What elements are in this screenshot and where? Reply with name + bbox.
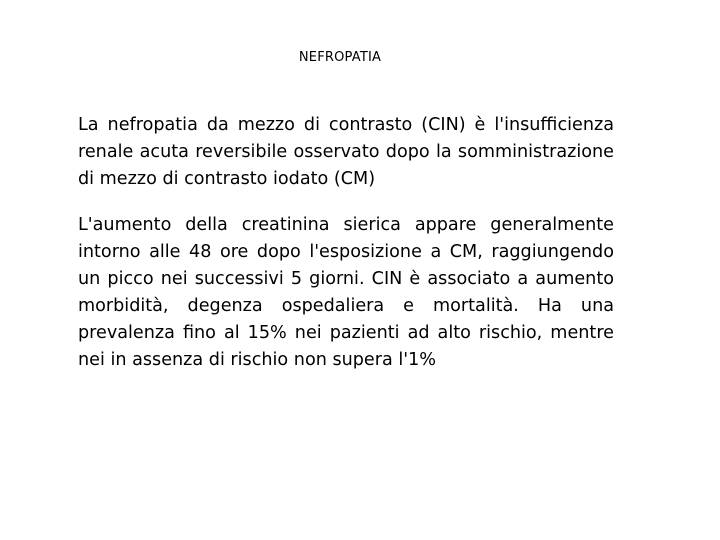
paragraph-details: L'aumento della creatinina sierica appare generalmente intorno alle 48 ore dopo l'esposizione a CM, raggiungendo un picco nei successivi 5 giorni. CIN è associato a aumento morbidità, degenza ospedaliera e mortalità. Ha una prevalenza fino al 15% nei pazienti ad alto rischio, mentre nei in assenza di rischio non supera l'1% bbox=[78, 215, 614, 370]
paragraph-definition: La nefropatia da mezzo di contrasto (CIN) è l'insufficienza renale acuta reversibile osservato dopo la somministrazione di mezzo di contrasto iodato (CM) bbox=[78, 115, 614, 189]
slide-body bbox=[78, 112, 614, 393]
slide-title: NEFROPATIA bbox=[298, 50, 382, 65]
